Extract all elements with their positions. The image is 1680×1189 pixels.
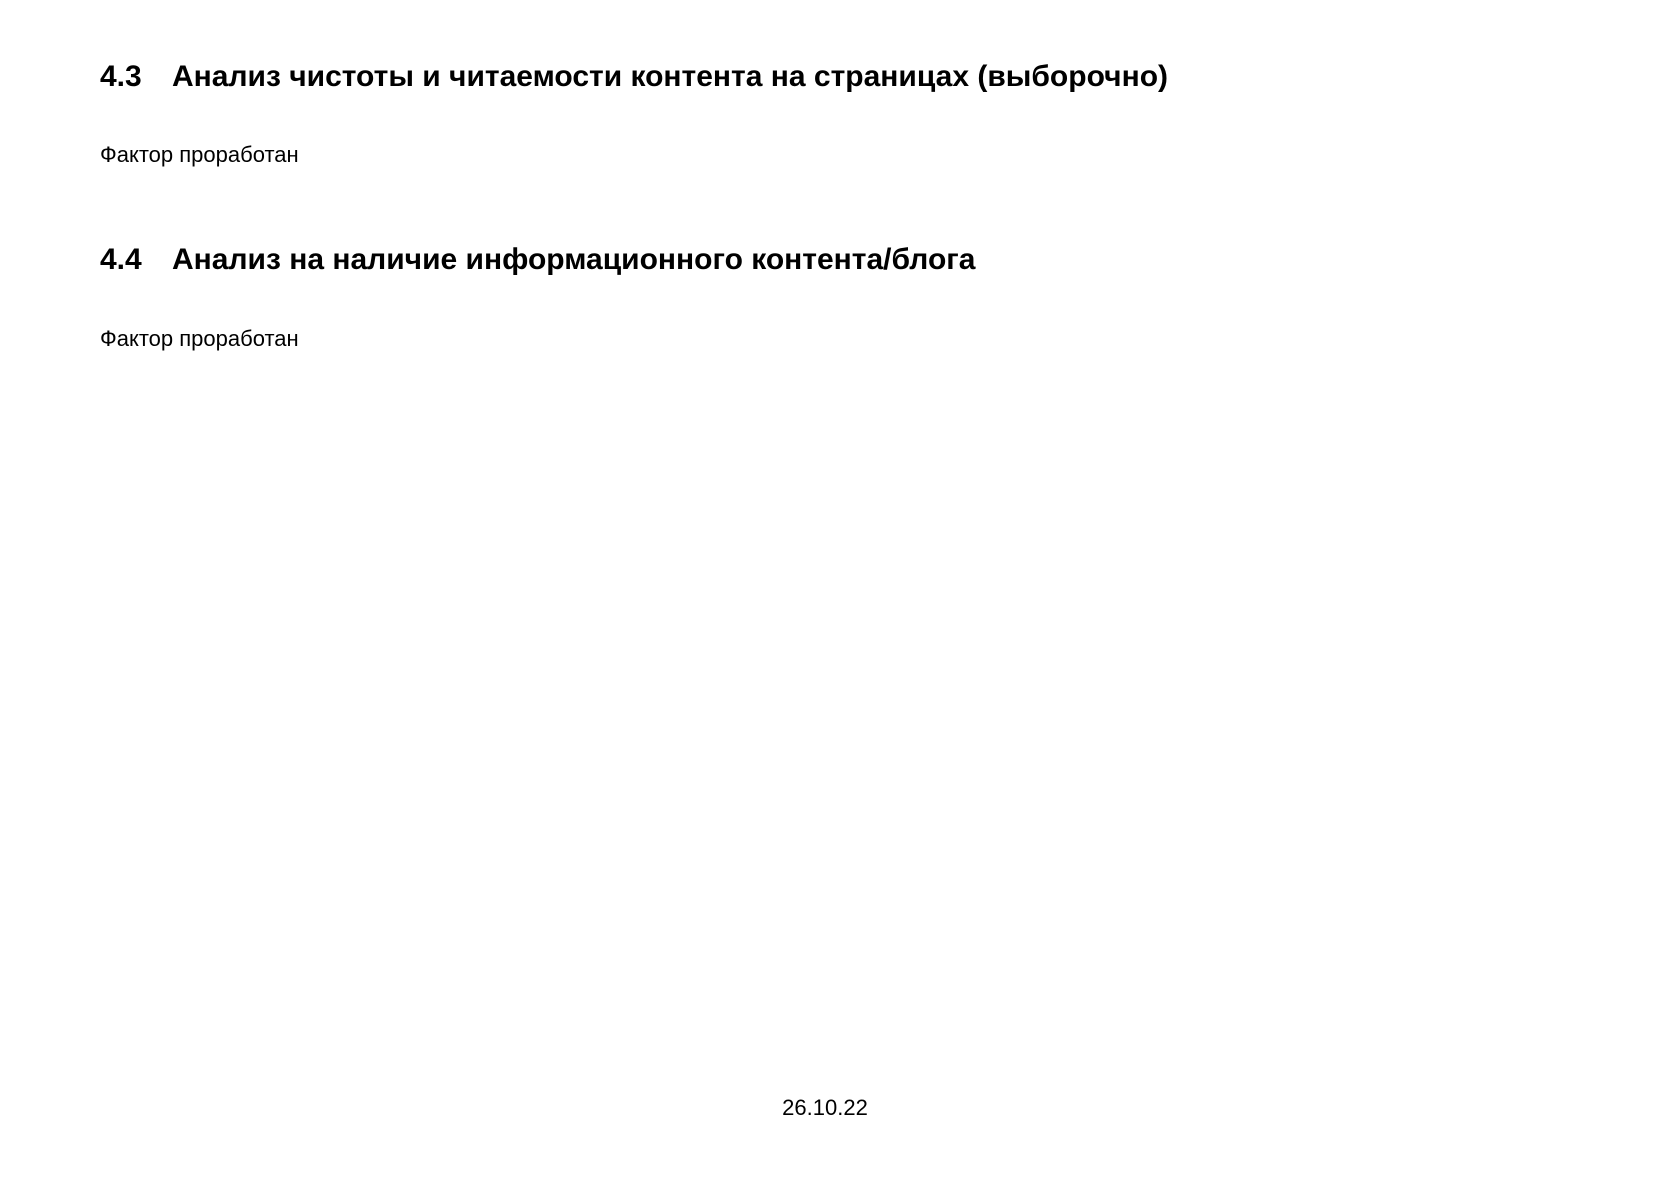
footer-date: 26.10.22 xyxy=(782,1095,868,1120)
section-number: 4.4 xyxy=(100,243,142,276)
section-body-4-3: Фактор проработан xyxy=(100,142,299,167)
section-title: Анализ чистоты и читаемости контента на страницах (выборочно) xyxy=(172,60,1169,93)
section-heading-4-3 xyxy=(100,59,1168,95)
section-body-4-4: Фактор проработан xyxy=(100,326,299,351)
section-heading-4-4 xyxy=(100,242,975,278)
section-title: Анализ на наличие информационного контента/блога xyxy=(172,243,976,276)
section-number: 4.3 xyxy=(100,60,142,93)
